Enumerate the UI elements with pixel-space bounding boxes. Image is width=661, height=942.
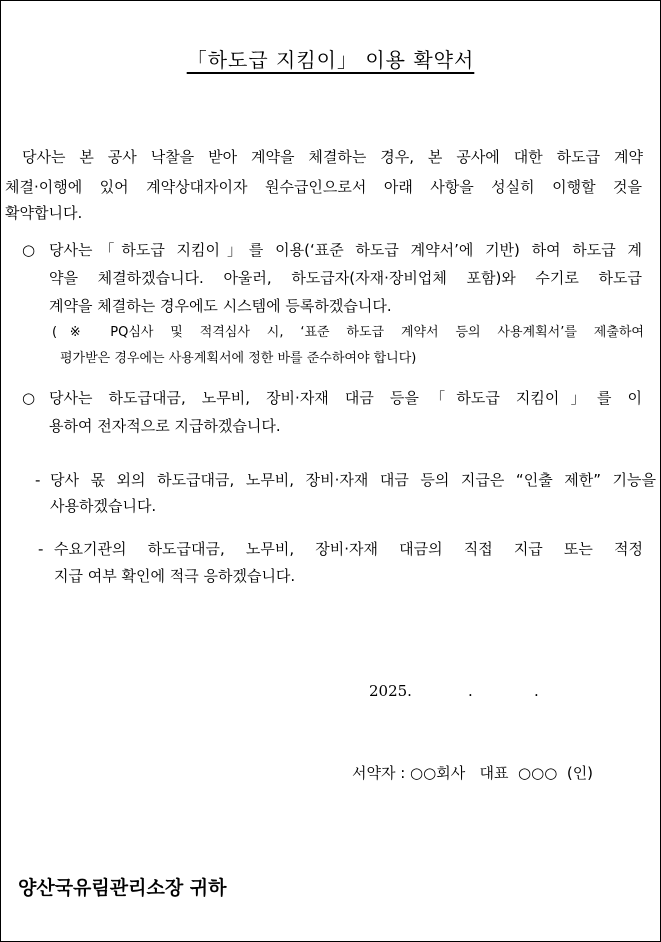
item1-note-line-1: (※ PQ심사 및 적격심사 시, ‘표준 하도급 계약서 등의 사용계획서’를 제출하여 <box>52 325 644 340</box>
intro-line-1: 당사는 본 공사 낙찰을 받아 계약을 체결하는 경우, 본 공사에 대한 하도급 계약 <box>22 148 643 166</box>
addressee: 양산국유림관리소장 귀하 <box>18 877 227 899</box>
item2-bullet: ○ <box>22 389 36 407</box>
item1-note-line-2: 평가받은 경우에는 사용계획서에 정한 바를 준수하여야 합니다) <box>60 351 417 366</box>
item1-line-3: 계약을 체결하는 경우에도 시스템에 등록하겠습니다. <box>49 297 392 315</box>
item1-line-2: 약을 체결하겠습니다. 아울러, 하도급자(자재·장비업체 포함)와 수기로 하도급 <box>49 269 642 287</box>
intro-line-2: 체결·이행에 있어 계약상대자이자 원수급인으로서 아래 사항을 성실히 이행할 것을 <box>5 178 642 196</box>
sub2-dash: - <box>38 540 44 558</box>
date-month-separator: . <box>468 682 473 700</box>
item1-bullet: ○ <box>22 241 36 259</box>
date-day-separator: . <box>534 682 539 700</box>
item2-line-2: 용하여 전자적으로 지급하겠습니다. <box>49 417 281 435</box>
item2-line-1: 당사는 하도급대금, 노무비, 장비·자재 대금 등을「하도급 지킴이」를 이 <box>49 389 642 407</box>
intro-line-3: 확약합니다. <box>5 204 83 222</box>
sub2-line-2: 지급 여부 확인에 적극 응하겠습니다. <box>54 567 296 585</box>
sub1-line-2: 사용하겠습니다. <box>50 497 157 515</box>
signer-line: 서약자 : ○○회사 대표 ○○○ (인) <box>352 764 594 782</box>
sub1-line-1: 당사 몫 외의 하도급대금, 노무비, 장비·자재 대금 등의 지급은 “인출 제한” 기능을 <box>50 471 656 489</box>
sub2-line-1: 수요기관의 하도급대금, 노무비, 장비·자재 대금의 직접 지급 또는 적정 <box>54 540 643 558</box>
date-year: 2025. <box>369 682 412 700</box>
sub1-dash: - <box>35 471 41 489</box>
item1-line-1: 당사는「하도급 지킴이」를 이용(‘표준 하도급 계약서’에 기반) 하여 하도급 계 <box>49 241 642 259</box>
document-title: 「하도급 지킴이」 이용 확약서 <box>186 48 475 72</box>
